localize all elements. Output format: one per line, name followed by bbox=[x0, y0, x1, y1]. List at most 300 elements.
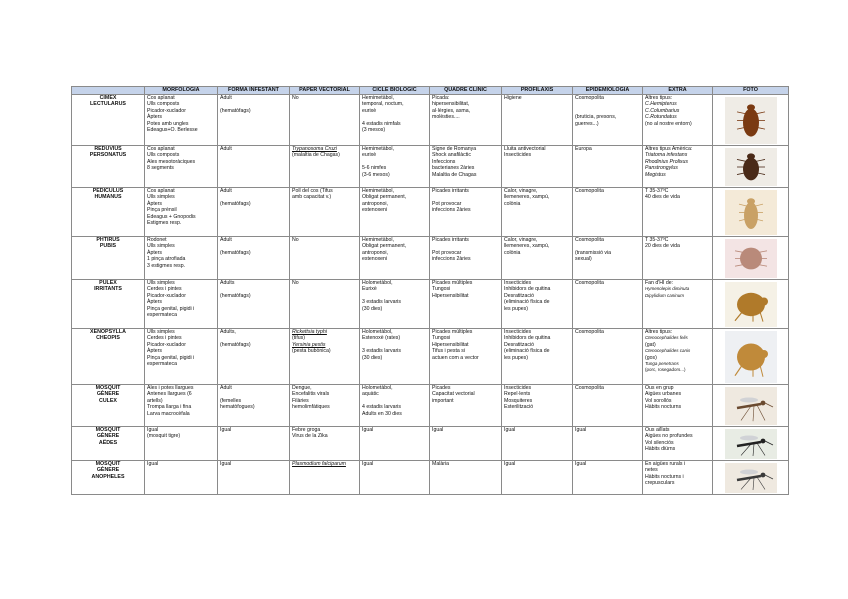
infestant-form-cell bbox=[218, 280, 290, 329]
cell-line: 3 estadis larvaris bbox=[362, 348, 401, 355]
infestant-form-cell bbox=[218, 237, 290, 280]
cell-line: Poll del cos (Tifus bbox=[292, 188, 333, 194]
species-name-cell bbox=[72, 385, 145, 427]
vector-role-cell bbox=[290, 385, 360, 427]
species-name-cell bbox=[72, 427, 145, 461]
cell-line: espermateca bbox=[147, 312, 177, 319]
bedbug-photo bbox=[725, 97, 777, 144]
morphology-cell bbox=[145, 329, 218, 385]
cell-line: Pinça prènsil bbox=[147, 207, 177, 214]
flea-photo bbox=[725, 282, 777, 327]
epidemiology-cell bbox=[573, 95, 643, 146]
cell-line: XENOPSYLLA bbox=[90, 329, 126, 335]
header-cell: EXTRA bbox=[643, 87, 713, 95]
cell-line: GÈNERE bbox=[96, 467, 120, 474]
infestant-form-cell bbox=[218, 385, 290, 427]
epidemiology-cell bbox=[573, 237, 643, 280]
cell-line: Igual bbox=[362, 461, 374, 467]
cell-line: C.Rotundatus bbox=[645, 114, 677, 121]
infestant-form-cell bbox=[218, 146, 290, 188]
cell-line: Cosmopolita bbox=[575, 95, 604, 101]
culex-photo bbox=[725, 387, 777, 425]
header-cell: PAPER VECTORIAL bbox=[290, 87, 360, 95]
cell-line: Àpters bbox=[147, 348, 162, 355]
cell-line: Ulls simples bbox=[147, 194, 175, 201]
cell-line: Calor, vinagre, bbox=[504, 188, 538, 194]
cell-line: (bruticia, presons, bbox=[575, 114, 617, 121]
cell-line: Insecticides bbox=[504, 385, 532, 391]
header-row bbox=[72, 87, 789, 95]
cell-line: Mosquiteres bbox=[504, 397, 533, 404]
cell-line: Yersinia pestis bbox=[292, 341, 326, 348]
header-cell: FORMA INFESTANT bbox=[218, 87, 290, 95]
cell-line: netes bbox=[645, 467, 658, 474]
life-cycle-cell bbox=[360, 146, 430, 188]
prophylaxis-cell bbox=[502, 427, 573, 461]
cell-line: C.Columbarius bbox=[645, 107, 680, 114]
cell-line: (mosquit tigre) bbox=[147, 433, 181, 440]
extra-cell bbox=[643, 146, 713, 188]
cell-line: Adult bbox=[220, 95, 232, 101]
cell-line: Àpters bbox=[147, 249, 162, 256]
cell-line: Cosmopolita bbox=[575, 385, 604, 391]
morphology-cell bbox=[145, 146, 218, 188]
extra-cell bbox=[643, 280, 713, 329]
cell-line: estenoxeni bbox=[362, 256, 388, 263]
extra-cell bbox=[643, 427, 713, 461]
cell-line: Dipylidium caninum bbox=[645, 292, 685, 298]
table-row bbox=[72, 95, 789, 146]
cell-line: No bbox=[292, 95, 299, 101]
epidemiology-cell bbox=[573, 329, 643, 385]
crab-photo bbox=[725, 239, 777, 278]
cell-line: Igual bbox=[575, 461, 587, 467]
table-row bbox=[72, 329, 789, 385]
cell-line: Desratització bbox=[504, 341, 534, 348]
cell-line: eurixè bbox=[362, 107, 377, 114]
extra-cell bbox=[643, 385, 713, 427]
table-row bbox=[72, 188, 789, 237]
cell-line: (30 dies) bbox=[362, 305, 383, 312]
cell-line: artells) bbox=[147, 397, 163, 404]
cell-line: Igual bbox=[362, 427, 374, 433]
cell-line: REDUVIUS bbox=[94, 146, 122, 152]
cell-line: les pupes) bbox=[504, 354, 528, 361]
cell-line: hemolimfàtiques bbox=[292, 404, 330, 411]
cell-line: Adult bbox=[220, 146, 232, 152]
cell-line: GÈNERE bbox=[96, 391, 120, 398]
cell-line: Pinça genital, pigidi i bbox=[147, 305, 195, 312]
cell-line: bacterianes 2àries bbox=[432, 165, 475, 172]
cell-line: Picades múltiples bbox=[432, 329, 473, 335]
cell-line: Hemimetàbol, bbox=[362, 188, 395, 194]
cell-line: amb capacitat v.) bbox=[292, 194, 332, 201]
photo-cell bbox=[713, 427, 789, 461]
cell-line: Tungosi bbox=[432, 286, 451, 293]
cell-line: hipersensibilitat, bbox=[432, 101, 470, 108]
cell-line: Cosmopolita bbox=[575, 237, 604, 243]
cell-line: Cos aplanat bbox=[147, 188, 175, 194]
cell-line: 20 dies de vida bbox=[645, 243, 680, 250]
cell-line: Trompa llarga i fina bbox=[147, 404, 192, 411]
cell-line: Higiene bbox=[504, 95, 522, 101]
clinical-cell bbox=[430, 237, 502, 280]
cell-line: Hemimetàbol, bbox=[362, 146, 395, 152]
flea2-photo bbox=[725, 331, 777, 383]
cell-line: Hipersensibilitat bbox=[432, 341, 469, 348]
cell-line: eurixè bbox=[362, 152, 377, 159]
photo-cell bbox=[713, 329, 789, 385]
cell-line: 40 dies de vida bbox=[645, 194, 680, 201]
cell-line: C.Hemipterus bbox=[645, 101, 677, 108]
cell-line: llemeneres, xampú, bbox=[504, 243, 550, 250]
cell-line: T 35-37ºC bbox=[645, 188, 669, 194]
header-cell: EPIDEMIOLOGIA bbox=[573, 87, 643, 95]
cell-line: Aigües urbanes bbox=[645, 391, 682, 398]
cell-line: sexual) bbox=[575, 256, 592, 263]
epidemiology-cell bbox=[573, 188, 643, 237]
clinical-cell bbox=[430, 385, 502, 427]
cell-line: Adults en 30 dies bbox=[362, 410, 402, 417]
cell-line: Tungosi bbox=[432, 335, 451, 342]
extra-cell bbox=[643, 95, 713, 146]
cell-line: Obligat permanent, bbox=[362, 243, 407, 250]
life-cycle-cell bbox=[360, 95, 430, 146]
clinical-cell bbox=[430, 188, 502, 237]
prophylaxis-cell bbox=[502, 461, 573, 495]
cell-line: MOSQUIT bbox=[95, 461, 121, 467]
cell-line: (no al nostre entorn) bbox=[645, 120, 692, 127]
reduvius-photo bbox=[725, 148, 777, 186]
cell-line: Capacitat vectorial bbox=[432, 391, 475, 398]
cell-line: Ulls simples bbox=[147, 243, 175, 250]
vector-role-cell bbox=[290, 188, 360, 237]
infestant-form-cell bbox=[218, 461, 290, 495]
cell-line: Calor, vinagre, bbox=[504, 237, 538, 243]
cell-line: Vol sorollós bbox=[645, 397, 672, 404]
infestant-form-cell bbox=[218, 329, 290, 385]
cell-line: Europa bbox=[575, 146, 592, 152]
cell-line: Trypanosoma Cruzi bbox=[292, 146, 337, 152]
aedes-photo bbox=[725, 429, 777, 459]
header-cell: MORFOLOGIA bbox=[145, 87, 218, 95]
cell-line: MOSQUIT bbox=[95, 427, 121, 433]
cell-line: Febre groga bbox=[292, 427, 321, 433]
cell-line: (hematòfags) bbox=[220, 341, 251, 348]
morphology-cell bbox=[145, 237, 218, 280]
cell-line: crepusculars bbox=[645, 480, 675, 487]
cell-line: Àpters bbox=[147, 200, 162, 207]
clinical-cell bbox=[430, 329, 502, 385]
cell-line: 3 estadis larvaris bbox=[362, 299, 401, 306]
cell-line: PERSONATUS bbox=[89, 152, 127, 159]
cell-line: Estenoxè (rates) bbox=[362, 335, 401, 342]
cell-line: Ales i potes llargues bbox=[147, 385, 194, 391]
cell-line: Altres tipus Amèrica: bbox=[645, 146, 693, 152]
epidemiology-cell bbox=[573, 146, 643, 188]
species-name-cell bbox=[72, 329, 145, 385]
prophylaxis-cell bbox=[502, 237, 573, 280]
cell-line: Picada: bbox=[432, 95, 450, 101]
cell-line: Holometàbol, bbox=[362, 385, 393, 391]
cell-line: (hematòfags) bbox=[220, 249, 251, 256]
cell-line: (eliminació física de bbox=[504, 299, 550, 306]
cell-line: Picades múltiples bbox=[432, 280, 473, 286]
cell-line: Picades bbox=[432, 385, 451, 391]
infestant-form-cell bbox=[218, 95, 290, 146]
cell-line: Cosmopolita bbox=[575, 329, 604, 335]
cell-line: Desratització bbox=[504, 292, 534, 299]
cell-line: PEDICULUS bbox=[92, 188, 124, 194]
cell-line: AËDES bbox=[98, 439, 118, 446]
cell-line: Ulls simples bbox=[147, 329, 175, 335]
cell-line: Picador-xuclador bbox=[147, 107, 186, 114]
photo-cell bbox=[713, 385, 789, 427]
cell-line: 4 estadis larvaris bbox=[362, 404, 401, 411]
cell-line: Rickettsia typhi bbox=[292, 329, 327, 335]
cell-line: ANOPHELES bbox=[91, 473, 125, 480]
life-cycle-cell bbox=[360, 280, 430, 329]
cell-line: espermateca bbox=[147, 361, 177, 368]
cell-line: actuen com a vector bbox=[432, 354, 479, 361]
cell-line: Ulls simples bbox=[147, 280, 175, 286]
cell-line: Larva macrocèfala bbox=[147, 410, 190, 417]
header-cell: PROFILAXIS bbox=[502, 87, 573, 95]
cell-line: Igual bbox=[220, 427, 232, 433]
cell-line: (transmissió via bbox=[575, 249, 612, 256]
cell-line: Adults, bbox=[220, 329, 236, 335]
cell-line: Estigmes resp. bbox=[147, 220, 182, 227]
cell-line: Plasmodium falciparum bbox=[292, 461, 346, 467]
cell-line: Hàbits nocturns bbox=[645, 404, 682, 411]
cell-line: Adult bbox=[220, 237, 232, 243]
infestant-form-cell bbox=[218, 427, 290, 461]
vector-role-cell bbox=[290, 95, 360, 146]
prophylaxis-cell bbox=[502, 385, 573, 427]
cell-line: Cos aplanat bbox=[147, 95, 175, 101]
table-body bbox=[72, 95, 789, 495]
cell-line: Àpters bbox=[147, 114, 162, 121]
cell-line: CÍMEX bbox=[99, 95, 117, 101]
cell-line: (femelles bbox=[220, 397, 242, 404]
infestant-form-cell bbox=[218, 188, 290, 237]
cell-line: Obligat permanent, bbox=[362, 194, 407, 201]
cell-line: Cosmopolita bbox=[575, 188, 604, 194]
cell-line: (malaltia de Chagas) bbox=[292, 152, 340, 159]
prophylaxis-cell bbox=[502, 280, 573, 329]
cell-line: 4 estadis nimfals bbox=[362, 120, 401, 127]
clinical-cell bbox=[430, 146, 502, 188]
cell-line: Ous en grup bbox=[645, 385, 674, 391]
cell-line: Igual bbox=[504, 461, 516, 467]
cell-line: PHTIRUS bbox=[96, 237, 120, 243]
life-cycle-cell bbox=[360, 188, 430, 237]
clinical-cell bbox=[430, 280, 502, 329]
morphology-cell bbox=[145, 427, 218, 461]
cell-line: (porc, rosegadors...) bbox=[645, 367, 686, 373]
cell-line: Ulls composts bbox=[147, 101, 180, 108]
cell-line: Pot provocar bbox=[432, 200, 462, 207]
cell-line: Hemimetàbol, bbox=[362, 237, 395, 243]
table-row bbox=[72, 146, 789, 188]
cell-line: Adult bbox=[220, 385, 232, 391]
cell-line: Igual bbox=[432, 427, 444, 433]
clinical-cell bbox=[430, 427, 502, 461]
cell-line: T 35-37ºC bbox=[645, 237, 669, 243]
table-row bbox=[72, 237, 789, 280]
header-cell: QUADRE CLÍNIC bbox=[430, 87, 502, 95]
cell-line: Igual bbox=[504, 427, 516, 433]
cell-line: Inhibidors de quitina bbox=[504, 335, 551, 342]
table-row bbox=[72, 461, 789, 495]
cell-line: Ales mesotoràciques bbox=[147, 158, 196, 165]
cell-line: Cerdes i pintes bbox=[147, 335, 182, 342]
cell-line: No bbox=[292, 280, 299, 286]
cell-line: al·lèrgies, asma, bbox=[432, 107, 471, 114]
life-cycle-cell bbox=[360, 385, 430, 427]
epidemiology-cell bbox=[573, 385, 643, 427]
prophylaxis-cell bbox=[502, 146, 573, 188]
morphology-cell bbox=[145, 188, 218, 237]
cell-line: Dengue, bbox=[292, 385, 312, 391]
life-cycle-cell bbox=[360, 427, 430, 461]
cell-line: Malària bbox=[432, 461, 450, 467]
cell-line: Rodonet bbox=[147, 237, 167, 243]
cell-line: antroponoi, bbox=[362, 200, 388, 207]
cell-line: Virus de la Zika bbox=[292, 433, 328, 440]
cell-line: Adults bbox=[220, 280, 235, 286]
cell-line: Ctenocephalides canis bbox=[645, 348, 691, 354]
life-cycle-cell bbox=[360, 461, 430, 495]
extra-cell bbox=[643, 329, 713, 385]
vector-role-cell bbox=[290, 237, 360, 280]
prophylaxis-cell bbox=[502, 188, 573, 237]
cell-line: CULEX bbox=[99, 397, 117, 404]
cell-line: Tunga penetrans bbox=[645, 361, 679, 367]
cell-line: infeccions 2àries bbox=[432, 207, 471, 214]
cell-line: Pinça genital, pigidi i bbox=[147, 354, 195, 361]
header-cell: CICLE BIOLÒGIC bbox=[360, 87, 430, 95]
photo-cell bbox=[713, 461, 789, 495]
cell-line: Signe de Romanya bbox=[432, 146, 477, 152]
vector-role-cell bbox=[290, 461, 360, 495]
anopheles-photo bbox=[725, 463, 777, 493]
cell-line: Hemimetàbol, bbox=[362, 95, 395, 101]
cell-line: CHEOPIS bbox=[96, 335, 120, 342]
cell-line: Pot provocar bbox=[432, 249, 462, 256]
cell-line: temporal, noctum, bbox=[362, 101, 404, 108]
cell-line: Potes amb ungles bbox=[147, 120, 189, 127]
vector-role-cell bbox=[290, 427, 360, 461]
cell-line: Insecticides bbox=[504, 329, 532, 335]
cell-line: Aigües no profundes bbox=[645, 433, 693, 440]
cell-line: Filàries bbox=[292, 397, 309, 404]
prophylaxis-cell bbox=[502, 329, 573, 385]
header-cell bbox=[72, 87, 145, 95]
cell-line: antroponoi, bbox=[362, 249, 388, 256]
cell-line: Cos aplanat bbox=[147, 146, 175, 152]
cell-line: Adult bbox=[220, 188, 232, 194]
cell-line: PUBIS bbox=[99, 243, 117, 250]
photo-cell bbox=[713, 188, 789, 237]
cell-line: Shock anafilàctic bbox=[432, 152, 471, 159]
cell-line: (hematòfags) bbox=[220, 107, 251, 114]
species-name-cell bbox=[72, 188, 145, 237]
cell-line: Igual bbox=[147, 427, 159, 433]
clinical-cell bbox=[430, 95, 502, 146]
cell-line: Encefalitis virals bbox=[292, 391, 330, 398]
cell-line: LECTULARUS bbox=[90, 101, 126, 108]
extra-cell bbox=[643, 188, 713, 237]
document-sheet bbox=[71, 86, 778, 495]
cell-line: (tifus) bbox=[292, 335, 305, 342]
cell-line: (30 dies) bbox=[362, 354, 383, 361]
cell-line: En aigües rurals i bbox=[645, 461, 686, 467]
cell-line: Edeagus+O. Berlesse bbox=[147, 127, 198, 134]
cell-line: Repel·lents bbox=[504, 391, 531, 398]
species-name-cell bbox=[72, 95, 145, 146]
cell-line: llemeneres, xampú, bbox=[504, 194, 550, 201]
cell-line: (pesta bubònica) bbox=[292, 348, 331, 355]
table-row bbox=[72, 385, 789, 427]
cell-line: 1 pinça atrofiada bbox=[147, 256, 186, 263]
cell-line: molèsties.... bbox=[432, 114, 460, 121]
cell-line: Lluita antivectorial bbox=[504, 146, 546, 152]
cell-line: Hymenolepis diminuta bbox=[645, 286, 690, 292]
cell-line: 5-6 nimfes bbox=[362, 165, 387, 172]
cell-line: Hàbits diürns bbox=[645, 446, 676, 453]
morphology-cell bbox=[145, 385, 218, 427]
epidemiology-cell bbox=[573, 461, 643, 495]
cell-line: (3-6 mesos) bbox=[362, 171, 390, 178]
cell-line: (gos) bbox=[645, 354, 657, 361]
cell-line: Altres tipus: bbox=[645, 95, 673, 101]
cell-line: Triatoma infestans bbox=[645, 152, 688, 159]
cell-line: infeccions 2àries bbox=[432, 256, 471, 263]
cell-line: Megistus bbox=[645, 171, 666, 178]
cell-line: Fan d'HI de: bbox=[645, 280, 674, 286]
cell-line: Picador-xuclador bbox=[147, 292, 186, 299]
cell-line: aquàtic bbox=[362, 391, 379, 398]
cell-line: (hematòfags) bbox=[220, 200, 251, 207]
species-name-cell bbox=[72, 461, 145, 495]
cell-line: Rhodinius Prolixus bbox=[645, 158, 688, 165]
cell-line: GÈNERE bbox=[96, 433, 120, 440]
cell-line: Igual bbox=[147, 461, 159, 467]
cell-line: les pupes) bbox=[504, 305, 528, 312]
cell-line: Holometàbol, bbox=[362, 280, 393, 286]
cell-line: estenoxeni bbox=[362, 207, 388, 214]
table-row bbox=[72, 427, 789, 461]
cell-line: Holometàbol, bbox=[362, 329, 393, 335]
cell-line: No bbox=[292, 237, 299, 243]
cell-line: colònia bbox=[504, 200, 521, 207]
louse-photo bbox=[725, 190, 777, 235]
cell-line: Àpters bbox=[147, 299, 162, 306]
cell-line: Igual bbox=[575, 427, 587, 433]
photo-cell bbox=[713, 280, 789, 329]
vector-role-cell bbox=[290, 280, 360, 329]
species-name-cell bbox=[72, 237, 145, 280]
extra-cell bbox=[643, 237, 713, 280]
cell-line: Hàbits nocturns i bbox=[645, 473, 684, 480]
morphology-cell bbox=[145, 95, 218, 146]
cell-line: Cosmopolita bbox=[575, 280, 604, 286]
cell-line: Tifus i pesta si bbox=[432, 348, 465, 355]
cell-line: Malaltia de Chagas bbox=[432, 171, 477, 178]
prophylaxis-cell bbox=[502, 95, 573, 146]
cell-line: 3 estigmes resp. bbox=[147, 262, 186, 269]
